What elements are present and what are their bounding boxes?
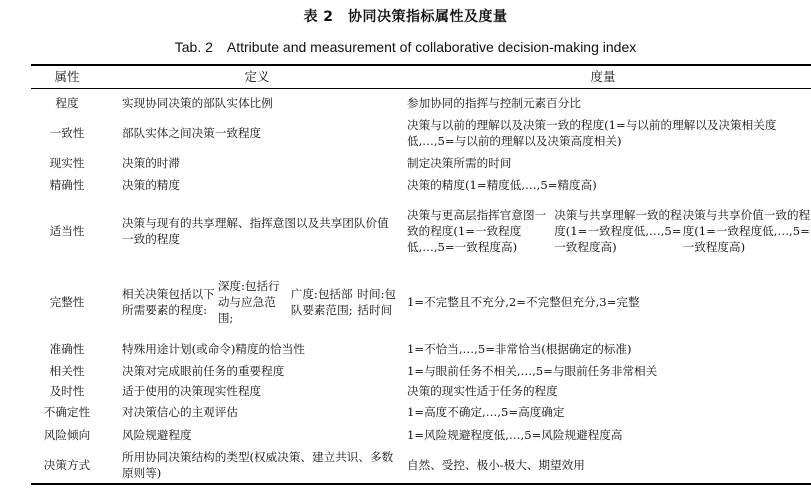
table-caption-en: Tab. 2 Attribute and measurement of collaborative decision-making index (174, 39, 637, 55)
cell-measurement: 1=高度不确定,…,5=高度确定 (407, 405, 565, 419)
cell-definition: 特殊用途计划(或命令)精度的恰当性 (122, 342, 305, 356)
table-row (31, 400, 811, 424)
table-row (31, 174, 811, 196)
cell-definition: 部队实体之间决策一致程度 (122, 126, 262, 140)
cell-definition: 所用协同决策结构的类型(权威决策、建立共识、多数原则等) (122, 450, 394, 480)
table-top-rule (31, 64, 811, 66)
cell-attribute: 不确定性 (43, 405, 91, 419)
table-header-rule (31, 88, 811, 89)
table-row (31, 266, 811, 338)
cell-attribute: 现实性 (49, 156, 85, 170)
cell-definition: 适于使用的决策现实性程度 (122, 384, 262, 398)
cell-measurement: 决策与更高层指挥官意图一致的程度(1=一致程度低,…,5=一致程度高) 决策与共享理解一致的程度(1=一致程度低,…,5=一致程度高) 决策与共享价值一致的程度(1=一致程度低,…,5=一致程度高) (407, 208, 811, 254)
table-row (31, 196, 811, 266)
cell-definition: 对决策信心的主观评估 (122, 405, 238, 419)
cell-attribute: 及时性 (49, 384, 85, 398)
cell-definition: 决策的精度 (122, 178, 180, 192)
cell-attribute: 适当性 (49, 224, 85, 238)
cell-measurement: 决策的现实性适于任务的程度 (407, 384, 558, 398)
cell-attribute: 相关性 (49, 364, 85, 378)
cell-attribute: 风险倾向 (43, 428, 91, 442)
cell-measurement: 1=风险规避程度低,…,5=风险规避程度高 (407, 428, 623, 442)
cell-measurement: 决策的精度(1=精度低,…,5=精度高) (407, 178, 597, 192)
table-row (31, 424, 811, 446)
cell-measurement: 自然、受控、极小-极大、期望效用 (407, 458, 585, 472)
cell-attribute: 一致性 (49, 126, 85, 140)
cell-definition: 风险规避程度 (122, 428, 192, 442)
table-row (31, 152, 811, 174)
cell-attribute: 精确性 (49, 178, 85, 192)
table-row (31, 338, 811, 360)
cell-attribute: 完整性 (49, 295, 85, 309)
cell-attribute: 程度 (55, 96, 79, 110)
header-definition: 定义 (244, 69, 270, 84)
cell-definition: 决策与现有的共享理解、指挥意图以及共享团队价值一致的程度 (122, 216, 389, 246)
cell-measurement: 参加协同的指挥与控制元素百分比 (407, 96, 581, 110)
cell-measurement: 1=与眼前任务不相关,…,5=与眼前任务非常相关 (407, 364, 658, 378)
table-caption-zh: 表 2 协同决策指标属性及度量 (303, 9, 508, 25)
header-measurement: 度量 (590, 69, 616, 84)
cell-definition: 决策的时滞 (122, 156, 180, 170)
table-row (31, 114, 811, 152)
cell-definition: 相关决策包括以下所需要素的程度: 深度:包括行动与应急范围; 广度:包括部队要素范围; 时间:包括时间 (122, 279, 397, 325)
cell-measurement: 1=不恰当,…,5=非常恰当(根据确定的标准) (407, 342, 632, 356)
table-row (31, 380, 811, 402)
cell-attribute: 决策方式 (43, 458, 91, 472)
cell-attribute: 准确性 (49, 342, 85, 356)
cell-definition: 决策对完成眼前任务的重要程度 (122, 364, 285, 378)
table-bottom-rule (31, 483, 811, 485)
cell-measurement: 决策与以前的理解以及决策一致的程度(1=与以前的理解以及决策相关度低,…,5=与以前的理解以及决策高度相关) (407, 118, 777, 148)
table-row (31, 360, 811, 382)
cell-measurement: 1=不完整且不充分,2=不完整但充分,3=完整 (407, 295, 640, 309)
table-row (31, 446, 811, 484)
cell-definition: 实现协同决策的部队实体比例 (122, 96, 273, 110)
header-attribute: 属性 (54, 69, 80, 84)
table-row (31, 92, 811, 114)
cell-measurement: 制定决策所需的时间 (407, 156, 512, 170)
